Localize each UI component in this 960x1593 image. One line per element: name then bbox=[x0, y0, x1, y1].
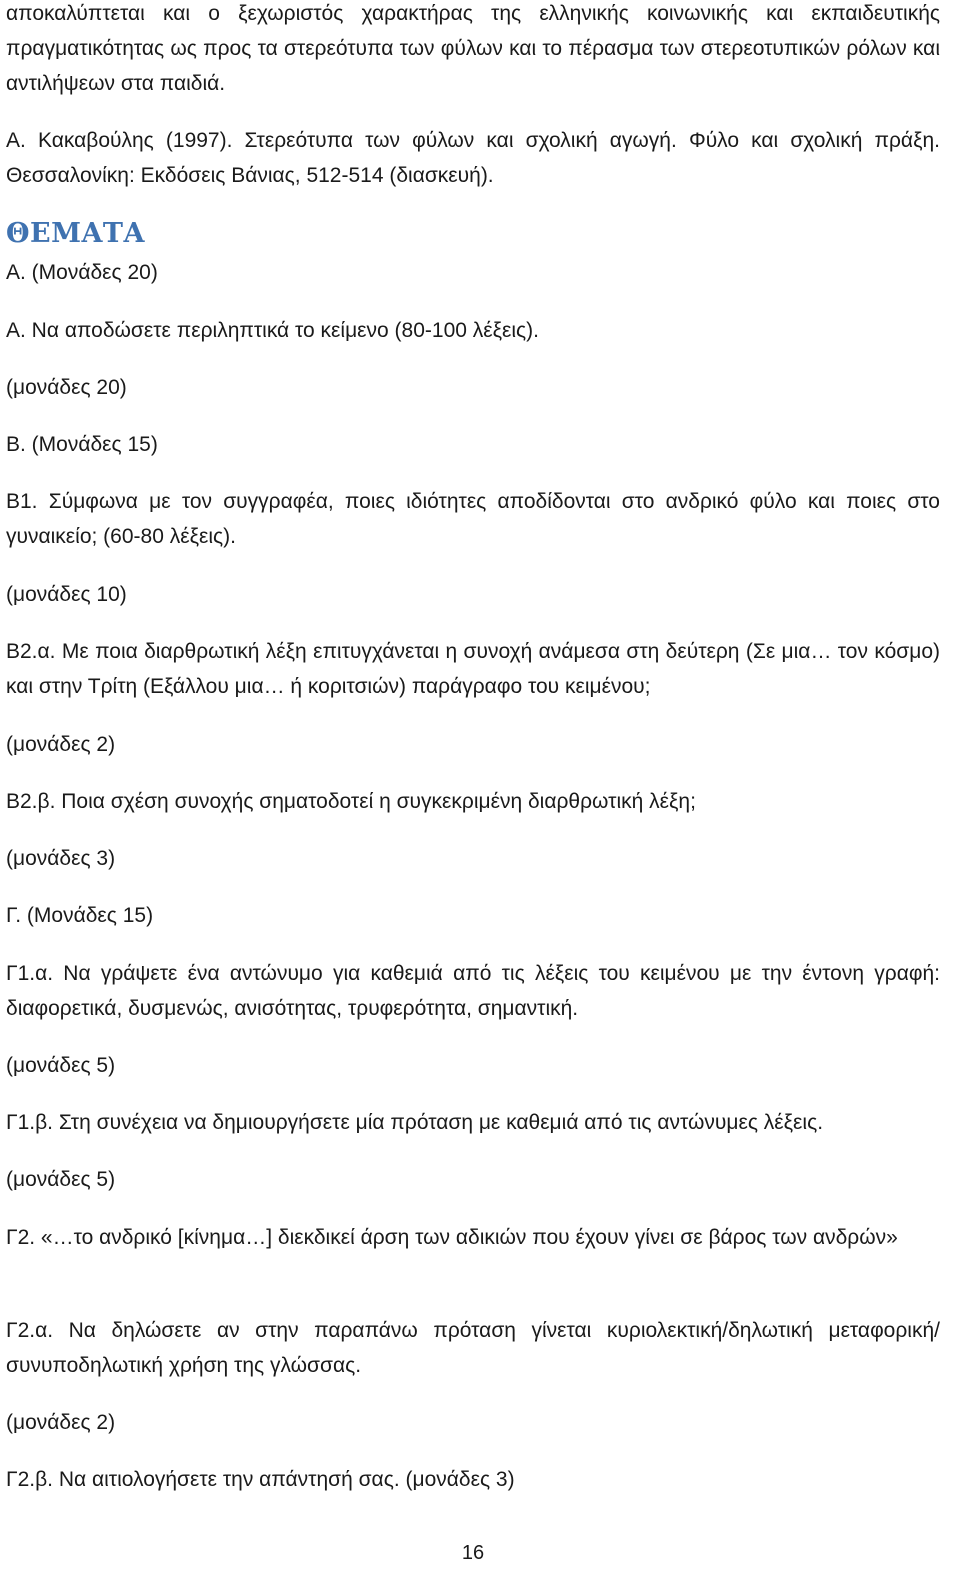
section-a-points: (μονάδες 20) bbox=[6, 376, 127, 399]
section-a-task: Α. Να αποδώσετε περιληπτικά το κείμενο (80-100 λέξεις). bbox=[6, 319, 540, 342]
question-c1a: Γ1.α. Να γράψετε ένα αντώνυμο για καθεμιά από τις λέξεις του κειμένου με την έντονη γραφή: διαφορετικά, δυσμενώς, ανισότητας, τρυφερότητα, σημαντική. bbox=[6, 962, 940, 1020]
citation-paragraph: Α. Κακαβούλης (1997). Στερεότυπα των φύλων και σχολική αγωγή. Φύλο και σχολική πράξη. Θεσσαλονίκη: Εκδόσεις Βάνιας, 512-514 (διασκευή). bbox=[6, 129, 940, 187]
intro-paragraph: αποκαλύπτεται και ο ξεχωριστός χαρακτήρας της ελληνικής κοινωνικής και εκπαιδευτικής πραγματικότητας ως προς τα στερεότυπα των φύλων και το πέρασμα των στερεοτυπικών ρόλων και αντιλήψεων στα παιδιά. bbox=[6, 2, 940, 95]
section-a-header: Α. (Μονάδες 20) bbox=[6, 261, 158, 284]
question-b1: Β1. Σύμφωνα με τον συγγραφέα, ποιες ιδιότητες αποδίδονται στο ανδρικό φύλο και ποιες στο γυναικείο; (60-80 λέξεις). bbox=[6, 490, 940, 548]
section-b-header: Β. (Μονάδες 15) bbox=[6, 433, 158, 456]
question-b2a-points: (μονάδες 2) bbox=[6, 733, 116, 756]
question-b2b: Β2.β. Ποια σχέση συνοχής σηματοδοτεί η συγκεκριμένη διαρθρωτική λέξη; bbox=[6, 790, 696, 813]
question-b2a: Β2.α. Με ποια διαρθρωτική λέξη επιτυγχάνεται η συνοχή ανάμεσα στη δεύτερη (Σε μια… τον κόσμο) και στην Τρίτη (Εξάλλου μια… ή κοριτσιών) παράγραφο του κειμένου; bbox=[6, 640, 940, 698]
question-c2a: Γ2.α. Να δηλώσετε αν στην παραπάνω πρόταση γίνεται κυριολεκτική/δηλωτική μεταφορική/συνυποδηλωτική χρήση της γλώσσας. bbox=[6, 1319, 940, 1377]
question-b1-points: (μονάδες 10) bbox=[6, 583, 127, 606]
question-c1b: Γ1.β. Στη συνέχεια να δημιουργήσετε μία πρόταση με καθεμιά από τις αντώνυμες λέξεις. bbox=[6, 1111, 824, 1134]
section-c-header: Γ. (Μονάδες 15) bbox=[6, 904, 154, 927]
question-c2-quote: Γ2. «…το ανδρικό [κίνημα…] διεκδικεί άρση των αδικιών που έχουν γίνει σε βάρος των ανδρών» bbox=[6, 1226, 898, 1249]
question-c2a-points: (μονάδες 2) bbox=[6, 1411, 116, 1434]
question-c2b: Γ2.β. Να αιτιολογήσετε την απάντησή σας. (μονάδες 3) bbox=[6, 1468, 515, 1491]
section-heading: ΘΕΜΑΤΑ bbox=[6, 218, 145, 249]
page-number: 16 bbox=[461, 1542, 485, 1564]
question-b2b-points: (μονάδες 3) bbox=[6, 847, 116, 870]
question-c1a-points: (μονάδες 5) bbox=[6, 1054, 116, 1077]
question-c1b-points: (μονάδες 5) bbox=[6, 1168, 116, 1191]
